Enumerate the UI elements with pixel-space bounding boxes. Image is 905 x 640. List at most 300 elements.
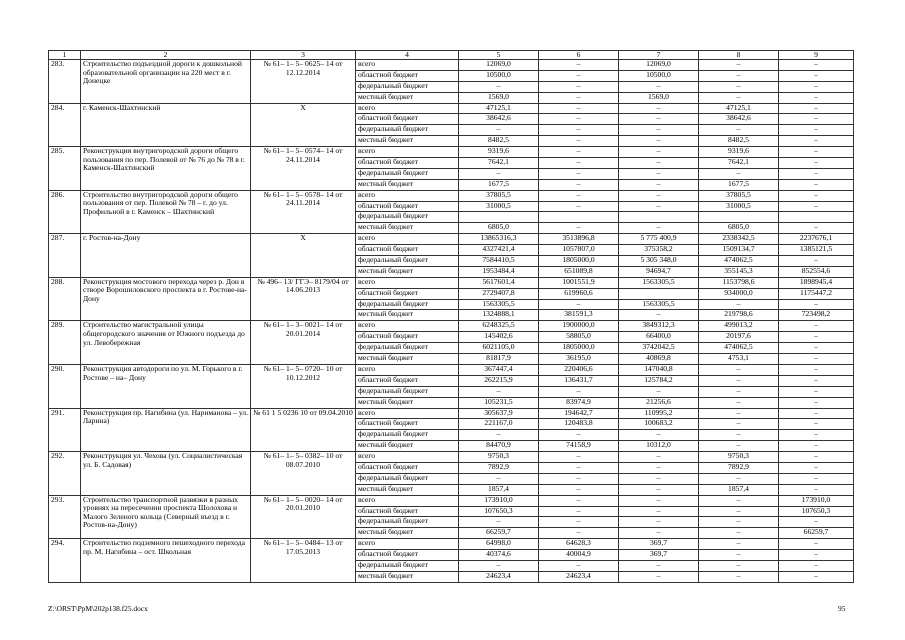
amount-cell: 173910,0	[459, 495, 539, 506]
amount-cell: –	[779, 473, 854, 484]
budget-source-label: федеральный бюджет	[356, 473, 459, 484]
amount-cell: 173910,0	[779, 495, 854, 506]
budget-source-label: федеральный бюджет	[356, 81, 459, 92]
budget-source-label: местный бюджет	[356, 179, 459, 190]
amount-cell: –	[619, 571, 699, 582]
project-name: Строительство подземного пешеходного перехода пр. М. Нагибина – ост. Школьная	[81, 539, 251, 583]
project-name: Строительство подъездной дороги к дошкольной образовательной организации на 220 мест в г. Донецке	[81, 60, 251, 104]
amount-cell: –	[539, 147, 619, 158]
amount-cell: 7892,9	[699, 462, 779, 473]
expertise-document: № 496– 13/ ГГЭ– 8179/04 от 14.06.2013	[251, 277, 356, 321]
amount-cell: 3742042,5	[619, 343, 699, 354]
amount-cell: 262215,9	[459, 375, 539, 386]
amount-cell: 6805,0	[699, 223, 779, 234]
amount-cell: 1805000,0	[539, 256, 619, 267]
amount-cell: –	[699, 92, 779, 103]
column-number-header-row	[49, 51, 854, 60]
amount-cell: 474062,5	[699, 256, 779, 267]
amount-cell: 66400,0	[619, 332, 699, 343]
amount-cell: 12069,0	[619, 60, 699, 71]
amount-cell: 31000,5	[459, 201, 539, 212]
amount-cell: 1175447,2	[779, 288, 854, 299]
amount-cell: –	[459, 81, 539, 92]
amount-cell: 4327421,4	[459, 245, 539, 256]
amount-cell: 5 775 400,9	[619, 234, 699, 245]
footer-file-path: Z:\ORST\PpM\202p138.f25.docx	[48, 604, 148, 613]
amount-cell: –	[459, 560, 539, 571]
expertise-document: № 61– 1– 5– 0574– 14 от 24.11.2014	[251, 147, 356, 191]
expertise-document: № 61 1 5 0236 10 от 09.04.2010	[251, 408, 356, 452]
budget-table	[48, 50, 854, 583]
table-row	[49, 147, 854, 158]
amount-cell: 37805,5	[699, 190, 779, 201]
budget-source-label: областной бюджет	[356, 419, 459, 430]
budget-source-label: областной бюджет	[356, 506, 459, 517]
amount-cell: 1805000,0	[539, 343, 619, 354]
amount-cell: 1563305,5	[619, 299, 699, 310]
amount-cell: –	[699, 70, 779, 81]
amount-cell: –	[619, 81, 699, 92]
table-row	[49, 103, 854, 114]
amount-cell: 2338342,5	[699, 234, 779, 245]
column-header: 3	[251, 51, 356, 60]
table-row	[49, 364, 854, 375]
amount-cell: –	[539, 560, 619, 571]
amount-cell: 194642,7	[539, 408, 619, 419]
amount-cell	[779, 212, 854, 223]
amount-cell: 355145,3	[699, 266, 779, 277]
amount-cell: 145402,6	[459, 332, 539, 343]
amount-cell: –	[699, 60, 779, 71]
amount-cell: 1153798,6	[699, 277, 779, 288]
amount-cell: –	[699, 125, 779, 136]
amount-cell: 3849312,3	[619, 321, 699, 332]
amount-cell: –	[779, 81, 854, 92]
amount-cell: 107650,3	[779, 506, 854, 517]
amount-cell: –	[779, 571, 854, 582]
amount-cell: –	[539, 179, 619, 190]
amount-cell: –	[779, 114, 854, 125]
amount-cell: –	[779, 441, 854, 452]
amount-cell: –	[779, 419, 854, 430]
budget-source-label: областной бюджет	[356, 158, 459, 169]
amount-cell: –	[539, 452, 619, 463]
amount-cell: 369,7	[619, 539, 699, 550]
amount-cell: 40374,6	[459, 550, 539, 561]
amount-cell: –	[619, 103, 699, 114]
amount-cell: –	[539, 81, 619, 92]
amount-cell: 38642,6	[699, 114, 779, 125]
amount-cell: 1509134,7	[699, 245, 779, 256]
amount-cell: –	[619, 430, 699, 441]
budget-source-label: местный бюджет	[356, 92, 459, 103]
expertise-document: Х	[251, 103, 356, 147]
amount-cell: –	[539, 517, 619, 528]
amount-cell: –	[539, 299, 619, 310]
project-name: Реконструкция внутригородской дороги общего пользования по пер. Полевой от № 76 до № 78 в г. Каменск-Шахтинский	[81, 147, 251, 191]
amount-cell: –	[699, 386, 779, 397]
budget-source-label: федеральный бюджет	[356, 430, 459, 441]
amount-cell: –	[779, 299, 854, 310]
amount-cell: –	[779, 364, 854, 375]
amount-cell: –	[619, 310, 699, 321]
column-header: 8	[699, 51, 779, 60]
amount-cell: 375358,2	[619, 245, 699, 256]
amount-cell: 1677,5	[699, 179, 779, 190]
amount-cell: –	[619, 452, 699, 463]
project-name: Реконструкция мостового перехода через р. Дон в створе Ворошиловского проспекта в г. Ростове-на-Дону	[81, 277, 251, 321]
item-number: 284.	[49, 103, 81, 147]
amount-cell: –	[539, 114, 619, 125]
table-row	[49, 321, 854, 332]
amount-cell: –	[779, 60, 854, 71]
amount-cell: –	[619, 560, 699, 571]
amount-cell: –	[619, 495, 699, 506]
amount-cell: –	[779, 332, 854, 343]
budget-source-label: местный бюджет	[356, 310, 459, 321]
expertise-document: № 61– 1– 5– 0484– 13 от 17.05.2013	[251, 539, 356, 583]
amount-cell: –	[699, 441, 779, 452]
amount-cell: 1677,5	[459, 179, 539, 190]
project-name: Строительство внутригородской дороги общего пользования от пер. Полевой № 78 – г. до ул. Профильной в г. Каменск – Шахтинский	[81, 190, 251, 234]
amount-cell: –	[779, 408, 854, 419]
amount-cell: –	[699, 419, 779, 430]
table-row	[49, 60, 854, 71]
amount-cell: 40004,9	[539, 550, 619, 561]
amount-cell: –	[619, 517, 699, 528]
project-name: г. Каменск-Шахтинский	[81, 103, 251, 147]
amount-cell: –	[539, 60, 619, 71]
amount-cell: 7892,9	[459, 462, 539, 473]
amount-cell: –	[459, 430, 539, 441]
budget-source-label: областной бюджет	[356, 201, 459, 212]
table-row	[49, 495, 854, 506]
item-number: 285.	[49, 147, 81, 191]
amount-cell: 136431,7	[539, 375, 619, 386]
column-header: 9	[779, 51, 854, 60]
amount-cell: –	[539, 484, 619, 495]
amount-cell: –	[619, 114, 699, 125]
amount-cell: –	[699, 375, 779, 386]
amount-cell: 5 305 348,0	[619, 256, 699, 267]
expertise-document: № 61– 1– 5– 0625– 14 от 12.12.2014	[251, 60, 356, 104]
amount-cell: –	[779, 517, 854, 528]
amount-cell: 1857,4	[699, 484, 779, 495]
amount-cell: –	[779, 103, 854, 114]
amount-cell: 220406,6	[539, 364, 619, 375]
project-name: г. Ростов-на-Дону	[81, 234, 251, 278]
project-name: Строительство транспортной развязки в разных уровнях на пересечении проспекта Шолохова и Малого Зеленого кольца (Северный въезд в г. Ростов-на-Дону)	[81, 495, 251, 539]
project-name: Строительство магистральной улицы общегородского значения от Южного подъезда до ул. Левобережная	[81, 321, 251, 365]
expertise-document: № 61– 1– 5– 0720– 10 от 10.12.2012	[251, 364, 356, 408]
amount-cell	[619, 212, 699, 223]
amount-cell: 2729407,8	[459, 288, 539, 299]
budget-source-label: областной бюджет	[356, 288, 459, 299]
amount-cell: 1898945,4	[779, 277, 854, 288]
amount-cell: 36195,0	[539, 354, 619, 365]
amount-cell: –	[619, 223, 699, 234]
amount-cell: –	[779, 484, 854, 495]
budget-source-label: всего	[356, 452, 459, 463]
budget-source-label: федеральный бюджет	[356, 299, 459, 310]
amount-cell: 125784,2	[619, 375, 699, 386]
amount-cell: 1953484,4	[459, 266, 539, 277]
amount-cell: 4753,1	[699, 354, 779, 365]
amount-cell: 1324888,1	[459, 310, 539, 321]
amount-cell: 107650,3	[459, 506, 539, 517]
amount-cell: 619960,6	[539, 288, 619, 299]
amount-cell: –	[779, 125, 854, 136]
amount-cell: 5617601,4	[459, 277, 539, 288]
amount-cell: 6021105,0	[459, 343, 539, 354]
amount-cell: 1001551,9	[539, 277, 619, 288]
page-number: 95	[838, 604, 846, 613]
amount-cell: 723498,2	[779, 310, 854, 321]
amount-cell: –	[779, 375, 854, 386]
amount-cell: 9319,6	[459, 147, 539, 158]
amount-cell: 1385121,5	[779, 245, 854, 256]
amount-cell: 6805,0	[459, 223, 539, 234]
amount-cell: 1563305,5	[619, 277, 699, 288]
column-header: 2	[81, 51, 251, 60]
budget-source-label: федеральный бюджет	[356, 212, 459, 223]
amount-cell: 21256,6	[619, 397, 699, 408]
amount-cell: 9319,6	[699, 147, 779, 158]
budget-source-label: всего	[356, 408, 459, 419]
budget-source-label: местный бюджет	[356, 354, 459, 365]
amount-cell: –	[619, 201, 699, 212]
amount-cell: 474062,5	[699, 343, 779, 354]
expertise-document: № 61– 1– 3– 0021– 14 от 20.01.2014	[251, 321, 356, 365]
amount-cell	[459, 212, 539, 223]
amount-cell: 2237676,1	[779, 234, 854, 245]
budget-source-label: местный бюджет	[356, 441, 459, 452]
amount-cell: –	[459, 386, 539, 397]
amount-cell: 40869,8	[619, 354, 699, 365]
amount-cell: –	[779, 386, 854, 397]
amount-cell: –	[539, 462, 619, 473]
budget-source-label: местный бюджет	[356, 571, 459, 582]
amount-cell: –	[619, 147, 699, 158]
amount-cell: –	[539, 528, 619, 539]
item-number: 292.	[49, 452, 81, 496]
amount-cell: –	[539, 223, 619, 234]
amount-cell: 852554,6	[779, 266, 854, 277]
item-number: 290.	[49, 364, 81, 408]
amount-cell: –	[779, 190, 854, 201]
amount-cell: –	[539, 495, 619, 506]
amount-cell: –	[539, 136, 619, 147]
amount-cell: –	[459, 473, 539, 484]
amount-cell: 66259,7	[459, 528, 539, 539]
table-row	[49, 277, 854, 288]
budget-source-label: всего	[356, 539, 459, 550]
amount-cell: –	[779, 550, 854, 561]
expertise-document: Х	[251, 234, 356, 278]
amount-cell	[539, 212, 619, 223]
amount-cell: 147040,8	[619, 364, 699, 375]
column-header: 6	[539, 51, 619, 60]
budget-source-label: всего	[356, 277, 459, 288]
column-header: 4	[356, 51, 459, 60]
item-number: 283.	[49, 60, 81, 104]
amount-cell: –	[699, 473, 779, 484]
amount-cell: –	[779, 136, 854, 147]
amount-cell: –	[699, 168, 779, 179]
project-name: Реконструкция пр. Нагибина (ул. Нариманова – ул. Ларина)	[81, 408, 251, 452]
amount-cell	[699, 212, 779, 223]
budget-source-label: всего	[356, 321, 459, 332]
amount-cell: –	[779, 147, 854, 158]
budget-source-label: областной бюджет	[356, 70, 459, 81]
amount-cell: 94694,7	[619, 266, 699, 277]
expertise-document: № 61– 1– 5– 0578– 14 от 24.11.2014	[251, 190, 356, 234]
budget-source-label: федеральный бюджет	[356, 386, 459, 397]
budget-source-label: всего	[356, 103, 459, 114]
amount-cell: –	[619, 473, 699, 484]
amount-cell: 31000,5	[699, 201, 779, 212]
budget-source-label: областной бюджет	[356, 332, 459, 343]
amount-cell: 381591,3	[539, 310, 619, 321]
amount-cell: –	[539, 473, 619, 484]
budget-source-label: местный бюджет	[356, 528, 459, 539]
amount-cell: 24623,4	[539, 571, 619, 582]
amount-cell: 20197,6	[699, 332, 779, 343]
amount-cell: 13865316,3	[459, 234, 539, 245]
amount-cell: 84470,9	[459, 441, 539, 452]
amount-cell: –	[779, 92, 854, 103]
amount-cell: –	[699, 550, 779, 561]
amount-cell: 47125,1	[699, 103, 779, 114]
amount-cell: –	[619, 179, 699, 190]
amount-cell: 81817,9	[459, 354, 539, 365]
amount-cell: –	[699, 81, 779, 92]
item-number: 286.	[49, 190, 81, 234]
budget-source-label: всего	[356, 234, 459, 245]
amount-cell: –	[539, 70, 619, 81]
item-number: 294.	[49, 539, 81, 583]
amount-cell	[619, 288, 699, 299]
table-row	[49, 408, 854, 419]
budget-source-label: областной бюджет	[356, 114, 459, 125]
budget-table-sheet	[48, 50, 853, 583]
amount-cell: 58805,0	[539, 332, 619, 343]
budget-source-label: местный бюджет	[356, 136, 459, 147]
amount-cell: 74158,9	[539, 441, 619, 452]
budget-source-label: федеральный бюджет	[356, 343, 459, 354]
budget-source-label: всего	[356, 147, 459, 158]
amount-cell: –	[619, 168, 699, 179]
expertise-document: № 61– 1– 5– 0382– 10 от 08.07.2010	[251, 452, 356, 496]
item-number: 287.	[49, 234, 81, 278]
amount-cell: –	[459, 517, 539, 528]
item-number: 288.	[49, 277, 81, 321]
amount-cell: 100683,2	[619, 419, 699, 430]
amount-cell: –	[539, 190, 619, 201]
budget-source-label: местный бюджет	[356, 484, 459, 495]
amount-cell: –	[779, 158, 854, 169]
budget-source-label: местный бюджет	[356, 266, 459, 277]
amount-cell: –	[539, 386, 619, 397]
amount-cell: 8482,5	[699, 136, 779, 147]
amount-cell: 64628,3	[539, 539, 619, 550]
amount-cell: 1057807,0	[539, 245, 619, 256]
budget-source-label: всего	[356, 60, 459, 71]
amount-cell: 7642,1	[459, 158, 539, 169]
amount-cell: –	[699, 506, 779, 517]
amount-cell: –	[619, 158, 699, 169]
amount-cell: –	[619, 484, 699, 495]
amount-cell: 9750,3	[699, 452, 779, 463]
amount-cell: –	[779, 430, 854, 441]
amount-cell: –	[779, 321, 854, 332]
budget-source-label: федеральный бюджет	[356, 517, 459, 528]
budget-source-label: областной бюджет	[356, 550, 459, 561]
amount-cell: 10500,0	[619, 70, 699, 81]
amount-cell: –	[779, 560, 854, 571]
amount-cell: –	[779, 354, 854, 365]
amount-cell: –	[619, 506, 699, 517]
amount-cell: –	[699, 539, 779, 550]
amount-cell: 24623,4	[459, 571, 539, 582]
item-number: 291.	[49, 408, 81, 452]
amount-cell: –	[699, 397, 779, 408]
amount-cell: 10312,0	[619, 441, 699, 452]
table-row	[49, 452, 854, 463]
amount-cell: 1569,0	[619, 92, 699, 103]
amount-cell: 6248325,5	[459, 321, 539, 332]
amount-cell: 305637,9	[459, 408, 539, 419]
amount-cell: 37805,5	[459, 190, 539, 201]
item-number: 289.	[49, 321, 81, 365]
amount-cell: –	[779, 70, 854, 81]
budget-source-label: федеральный бюджет	[356, 560, 459, 571]
budget-source-label: областной бюджет	[356, 462, 459, 473]
amount-cell: –	[699, 528, 779, 539]
amount-cell: 8482,5	[459, 136, 539, 147]
amount-cell: 64998,0	[459, 539, 539, 550]
amount-cell: 83974,9	[539, 397, 619, 408]
amount-cell: 221167,0	[459, 419, 539, 430]
budget-source-label: областной бюджет	[356, 375, 459, 386]
column-header: 5	[459, 51, 539, 60]
budget-source-label: федеральный бюджет	[356, 125, 459, 136]
amount-cell: –	[779, 343, 854, 354]
amount-cell: 7642,1	[699, 158, 779, 169]
project-name: Реконструкция ул. Чехова (ул. Социалистическая ул. Б. Садовая)	[81, 452, 251, 496]
column-header: 7	[619, 51, 699, 60]
amount-cell: –	[619, 136, 699, 147]
amount-cell: 3513896,8	[539, 234, 619, 245]
budget-source-label: всего	[356, 495, 459, 506]
amount-cell: 66259,7	[779, 528, 854, 539]
amount-cell: –	[699, 495, 779, 506]
amount-cell: 367447,4	[459, 364, 539, 375]
amount-cell: –	[699, 430, 779, 441]
amount-cell: –	[459, 125, 539, 136]
amount-cell: –	[699, 571, 779, 582]
amount-cell: –	[779, 179, 854, 190]
budget-source-label: областной бюджет	[356, 245, 459, 256]
amount-cell: –	[779, 201, 854, 212]
table-row	[49, 190, 854, 201]
amount-cell: –	[619, 462, 699, 473]
amount-cell: 110995,2	[619, 408, 699, 419]
amount-cell: 12069,0	[459, 60, 539, 71]
amount-cell: –	[619, 190, 699, 201]
budget-source-label: местный бюджет	[356, 397, 459, 408]
amount-cell: 38642,6	[459, 114, 539, 125]
